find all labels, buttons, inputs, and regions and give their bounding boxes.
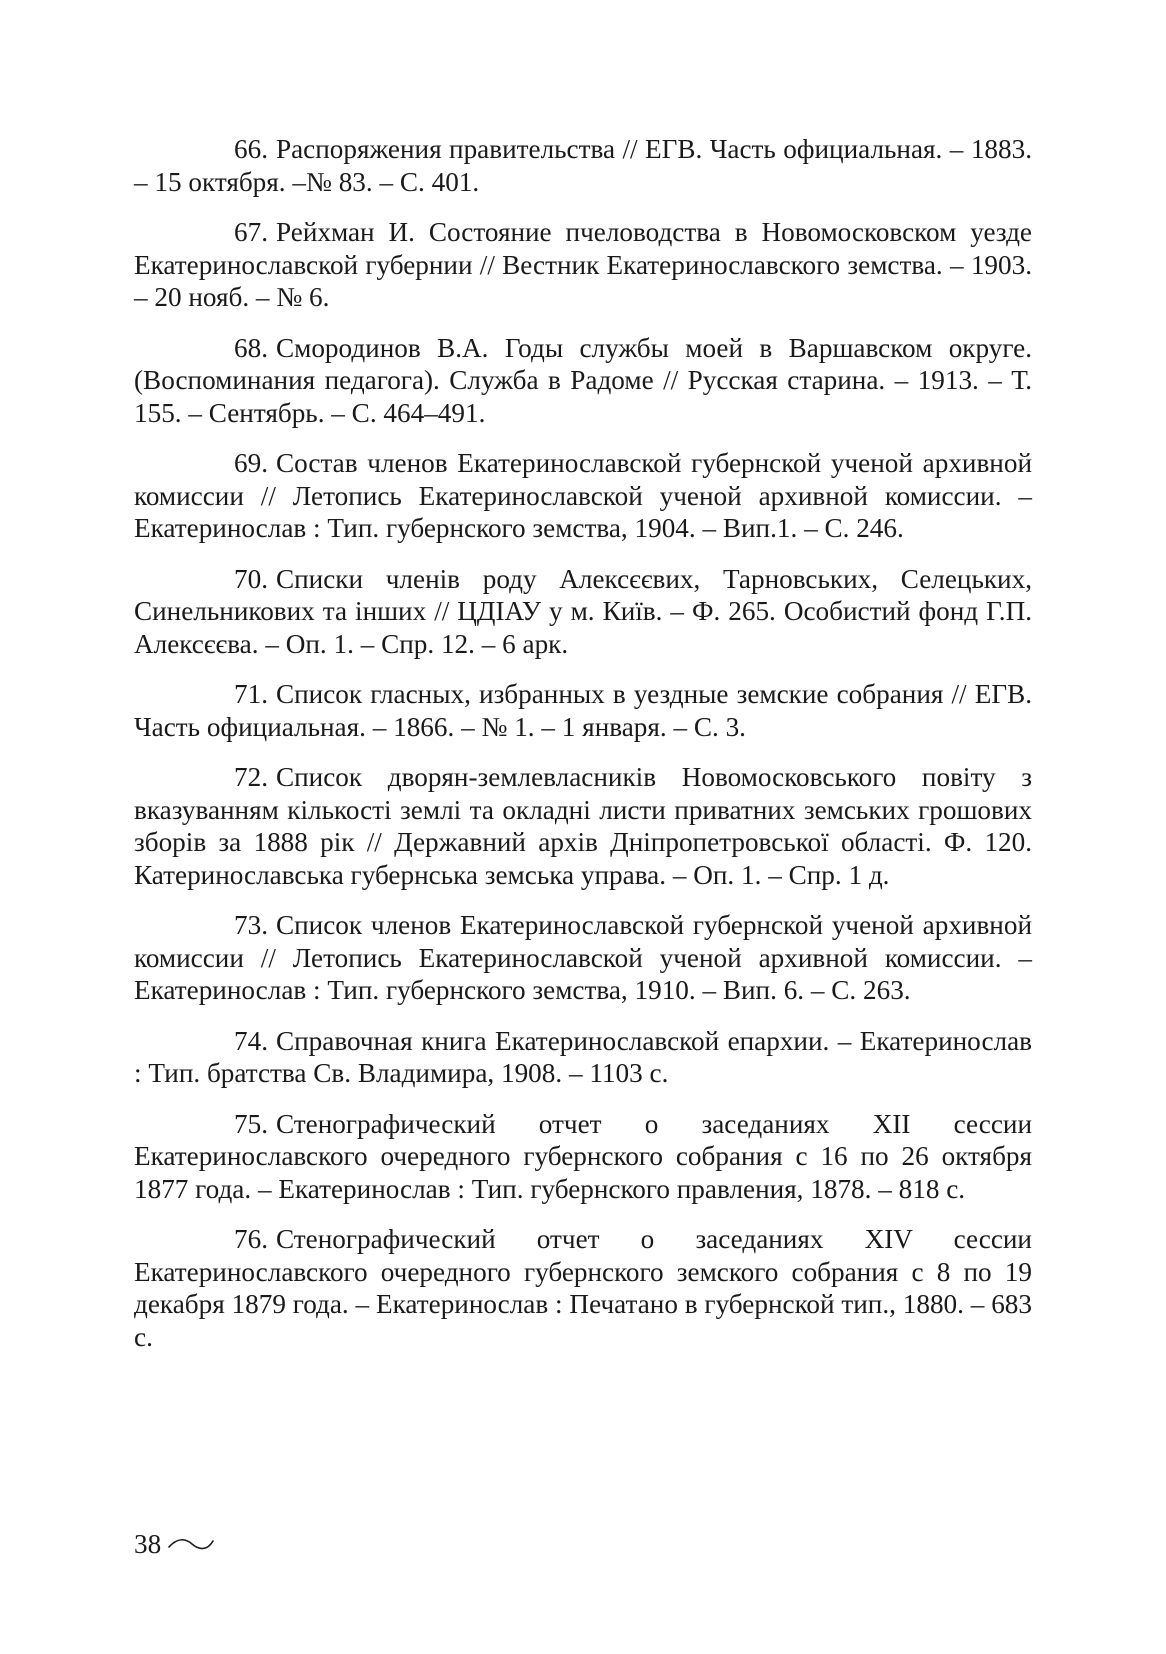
page-number: 38 xyxy=(134,1528,162,1559)
entry-number: 72. xyxy=(234,762,268,792)
tilde-swash-icon xyxy=(167,1534,215,1554)
entry-text: Список дворян-землевласників Новомосковського повіту з вказуванням кількості землі та окладні листи приватних земських грошових зборів за 1888 рік // Державний архів Дніпропетровської області. Ф. 120. Катеринославська губернська земська управа. – Оп. 1. – Спр. 1 д. xyxy=(134,762,1032,890)
bibliography-entry xyxy=(134,1108,1032,1206)
entry-number: 68. xyxy=(234,332,268,363)
bibliography-entry xyxy=(134,447,1032,545)
entry-number: 67. xyxy=(234,217,268,247)
entry-number: 71. xyxy=(234,679,268,709)
entry-text: Распоряжения правительства // ЕГВ. Часть официальная. – 1883. – 15 октября. –№ 83. – С. 401. xyxy=(134,134,1032,197)
entry-text: Смородинов В.А. Годы службы моей в Варшавском округе. (Воспоминания педагога). Служба в Радоме // Русская старина. – 1913. – Т. 155. – Сентябрь. – С. 464–491. xyxy=(134,332,1032,428)
bibliography-entry xyxy=(134,332,1032,430)
entry-number: 73. xyxy=(234,910,268,940)
entry-number: 75. xyxy=(234,1108,268,1139)
bibliography-entry xyxy=(134,1223,1032,1353)
bibliography-entry xyxy=(134,761,1032,891)
entry-text: Стенографический отчет о заседаниях XIV сессии Екатеринославского очередного губернского земского собрания с 8 по 19 декабря 1879 года. – Екатеринослав : Печатано в губернской тип., 1880. – 683 с. xyxy=(134,1224,1032,1352)
entry-text: Справочная книга Екатеринославской епархии. – Екатеринослав : Тип. братства Св. Владимира, 1908. – 1103 с. xyxy=(134,1025,1032,1088)
bibliography-entry xyxy=(134,1025,1032,1090)
bibliography-list xyxy=(134,133,1032,1371)
bibliography-entry xyxy=(134,678,1032,743)
bibliography-entry xyxy=(134,216,1032,314)
entry-number: 74. xyxy=(234,1025,268,1056)
entry-number: 70. xyxy=(234,563,268,594)
entry-text: Стенографический отчет о заседаниях XII сессии Екатеринославского очередного губернского собрания с 16 по 26 октября 1877 года. – Екатеринослав : Тип. губернского правления, 1878. – 818 с. xyxy=(134,1108,1032,1204)
entry-text: Список членов Екатеринославской губернской ученой архивной комиссии // Летопись Екатеринославской ученой архивной комиссии. – Екатеринослав : Тип. губернского земства, 1910. – Вип. 6. – С. 263. xyxy=(134,910,1032,1005)
entry-number: 69. xyxy=(234,448,268,478)
entry-text: Состав членов Екатеринославской губернской ученой архивной комиссии // Летопись Екатеринославской ученой архивной комиссии. – Екатеринослав : Тип. губернского земства, 1904. – Вип.1. – С. 246. xyxy=(134,448,1032,543)
bibliography-entry xyxy=(134,133,1032,198)
bibliography-entry xyxy=(134,563,1032,661)
page-footer xyxy=(134,1524,215,1564)
entry-number: 76. xyxy=(234,1224,268,1254)
bibliography-entry xyxy=(134,909,1032,1007)
entry-text: Списки членів роду Алексєєвих, Тарновських, Селецьких, Синельникових та інших // ЦДІАУ у м. Київ. – Ф. 265. Особистий фонд Г.П. Алексєєва. – Оп. 1. – Спр. 12. – 6 арк. xyxy=(134,563,1032,659)
entry-number: 66. xyxy=(234,134,268,164)
entry-text: Список гласных, избранных в уездные земские собрания // ЕГВ. Часть официальная. – 1866. – № 1. – 1 января. – С. 3. xyxy=(134,679,1032,742)
entry-text: Рейхман И. Состояние пчеловодства в Новомосковском уезде Екатеринославской губернии // Вестник Екатеринославского земства. – 1903. – 20 нояб. – № 6. xyxy=(134,217,1032,312)
